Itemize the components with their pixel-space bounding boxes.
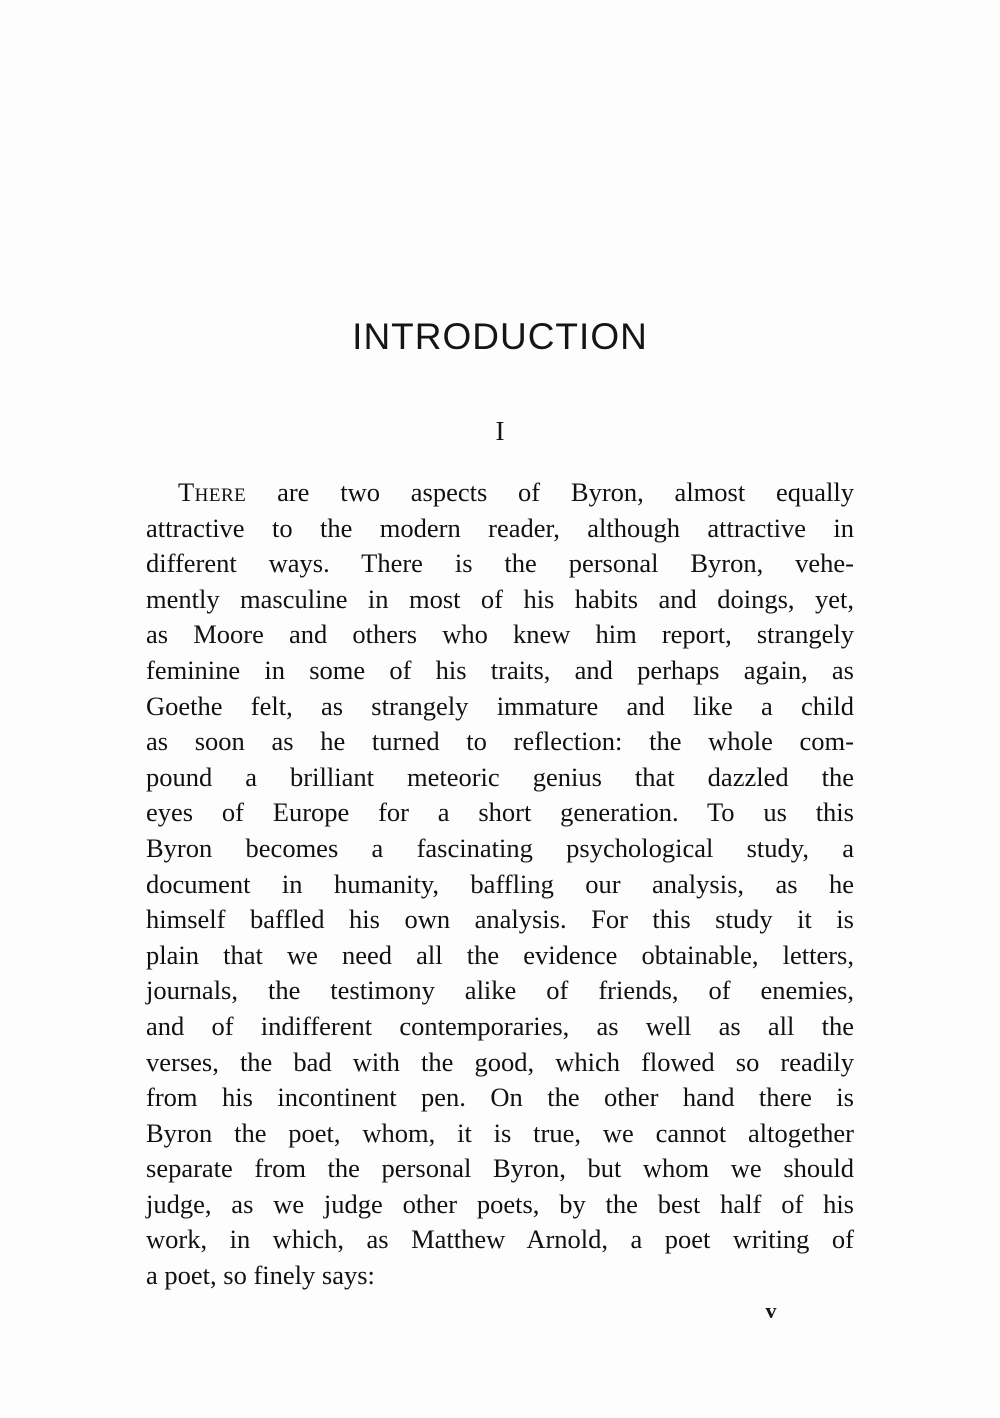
text-line: himself baffled his own analysis. For this study it is	[146, 904, 854, 935]
text-line: journals, the testimony alike of friends, of enemies,	[146, 975, 854, 1006]
text-line: eyes of Europe for a short generation. To us this	[146, 797, 854, 828]
text-line: attractive to the modern reader, although attractive in	[146, 512, 854, 543]
text-line: verses, the bad with the good, which flowed so readily	[146, 1046, 854, 1077]
text-line: There are two aspects of Byron, almost equally	[178, 477, 854, 507]
text-line: as soon as he turned to reflection: the whole com-	[146, 726, 854, 757]
text-line: Byron the poet, whom, it is true, we cannot altogether	[146, 1117, 854, 1148]
text-line: mently masculine in most of his habits and doings, yet,	[146, 583, 854, 614]
text-line: from his incontinent pen. On the other hand there is	[146, 1082, 854, 1113]
text-line: Byron becomes a fascinating psychological study, a	[146, 832, 854, 863]
section-number: I	[495, 416, 505, 446]
chapter-title: INTRODUCTION	[352, 316, 648, 357]
text-line: as Moore and others who knew him report, strangely	[146, 619, 854, 650]
opening-word: There	[178, 477, 247, 507]
text-line: plain that we need all the evidence obtainable, letters,	[146, 939, 854, 970]
text-line: feminine in some of his traits, and perhaps again, as	[146, 654, 854, 685]
text-line: Goethe felt, as strangely immature and like a child	[146, 690, 854, 721]
text-line: document in humanity, baffling our analysis, as he	[146, 868, 854, 899]
text-line: a poet, so finely says:	[146, 1260, 375, 1291]
page-number: v	[765, 1298, 777, 1323]
text-line: and of indifferent contemporaries, as well as all the	[146, 1010, 854, 1041]
text-line: pound a brilliant meteoric genius that dazzled the	[146, 761, 854, 792]
body-paragraph	[146, 475, 854, 1294]
text-line: work, in which, as Matthew Arnold, a poet writing of	[146, 1224, 854, 1255]
text-line: judge, as we judge other poets, by the best half of his	[146, 1188, 854, 1219]
text-line: separate from the personal Byron, but whom we should	[146, 1153, 854, 1184]
text-line: different ways. There is the personal Byron, vehe-	[146, 548, 854, 579]
